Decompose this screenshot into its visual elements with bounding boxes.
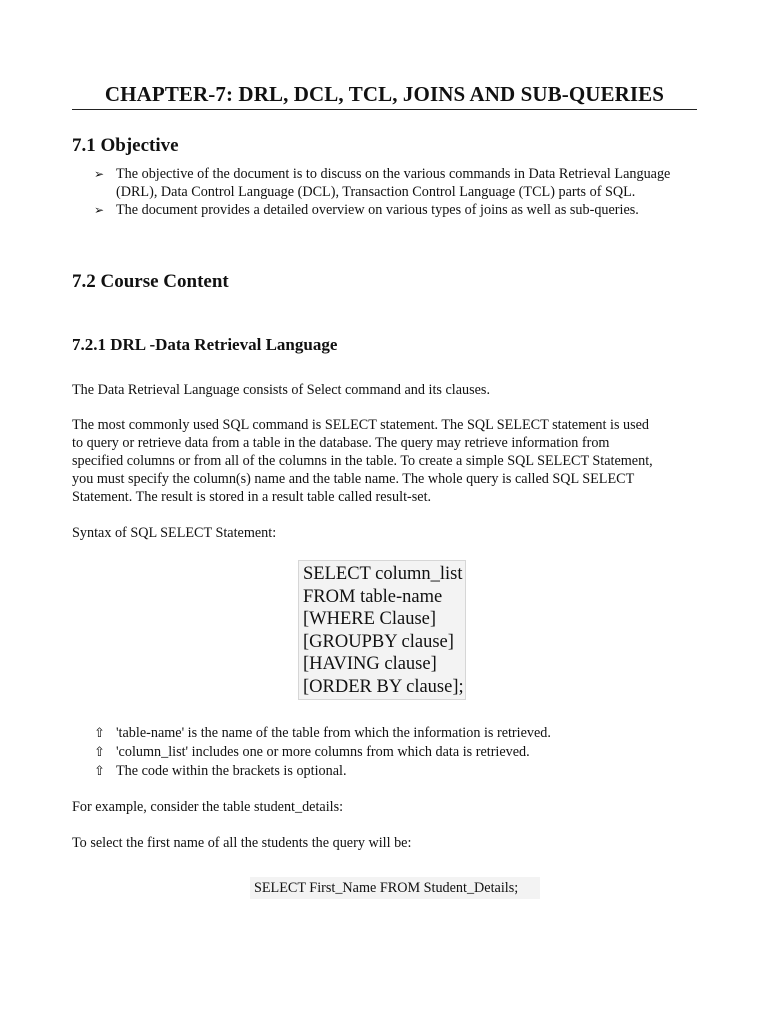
up-arrow-icon: ⇧ (94, 764, 105, 779)
drl-heading: 7.2.1 DRL -Data Retrieval Language (72, 335, 338, 354)
up-arrow-icon: ⇧ (94, 745, 105, 760)
syntax-line: [ORDER BY clause]; (303, 676, 464, 697)
example-task: To select the first name of all the students the query will be: (72, 835, 412, 851)
drl-paragraph (72, 416, 702, 506)
paragraph-line: to query or retrieve data from a table in the database. The query may retrieve information from (72, 435, 610, 451)
syntax-note-text: 'table-name' is the name of the table from which the information is retrieved. (116, 725, 551, 741)
syntax-line: [HAVING clause] (303, 654, 437, 675)
drl-intro: The Data Retrieval Language consists of Select command and its clauses. (72, 382, 491, 398)
paragraph-line: The most commonly used SQL command is SELECT statement. The SQL SELECT statement is used (72, 417, 650, 433)
arrow-bullet-icon: ➢ (94, 203, 105, 217)
syntax-note (94, 724, 694, 743)
syntax-note-text: The code within the brackets is optional. (116, 763, 347, 779)
syntax-line: SELECT column_list (303, 564, 463, 584)
paragraph-line: Statement. The result is stored in a result table called result-set. (72, 489, 432, 505)
syntax-line: [WHERE Clause] (303, 609, 437, 630)
syntax-label: Syntax of SQL SELECT Statement: (72, 525, 277, 541)
objective-list (94, 165, 704, 219)
objective-bullet-text: The document provides a detailed overview on various types of joins as well as sub-queries. (116, 202, 639, 218)
arrow-bullet-icon: ➢ (94, 167, 105, 181)
up-arrow-icon: ⇧ (94, 726, 105, 741)
syntax-line: [GROUPBY clause] (303, 631, 454, 652)
example-query: SELECT First_Name FROM Student_Details; (250, 877, 540, 899)
syntax-line: FROM table-name (303, 586, 443, 607)
syntax-notes-list (94, 724, 694, 781)
example-intro: For example, consider the table student_details: (72, 799, 344, 815)
syntax-note (94, 743, 694, 762)
chapter-title: CHAPTER-7: DRL, DCL, TCL, JOINS AND SUB-QUERIES (72, 82, 697, 110)
objective-bullet (94, 165, 704, 201)
paragraph-line: you must specify the column(s) name and the table name. The whole query is called SQL SELECT (72, 471, 635, 487)
course-content-heading: 7.2 Course Content (72, 271, 229, 292)
syntax-note (94, 762, 694, 781)
syntax-note-text: 'column_list' includes one or more columns from which data is retrieved. (116, 744, 530, 760)
syntax-code-box (298, 560, 466, 700)
objective-heading: 7.1 Objective (72, 135, 179, 156)
objective-bullet-text: The objective of the document is to discuss on the various commands in Data Retrieval Language (DRL), Data Control Language (DCL), Transaction Control Language (TCL) parts of SQL. (116, 166, 671, 200)
objective-bullet (94, 201, 704, 219)
paragraph-line: specified columns or from all of the columns in the table. To create a simple SQL SELECT Statement, (72, 453, 653, 469)
